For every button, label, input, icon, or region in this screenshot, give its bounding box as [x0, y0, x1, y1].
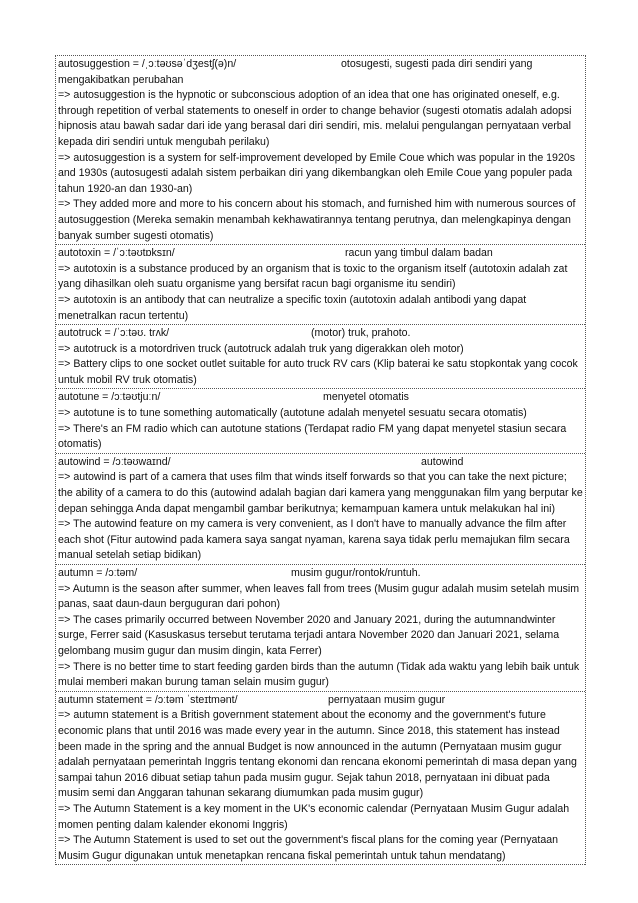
entry-autotoxin: [56, 245, 585, 325]
meaning: pernyataan musim gugur: [328, 693, 446, 706]
meaning: (motor) truk, prahoto.: [311, 327, 411, 340]
entry-autotruck: [56, 325, 585, 389]
example-line: => autotoxin is a substance produced by an organism that is toxic to the organism itself (autotoxin adalah zat yang dihasilkan oleh suatu organisme yang bersifat racun bagi organisme itu sendiri): [58, 262, 568, 291]
headword: autumn statement = /ɔːtəm ˈsteɪtmənt/: [58, 693, 238, 706]
entry-headline: [58, 693, 583, 709]
headword: autosuggestion = /ˌɔːtəʊsəˈdʒestʃ(ə)n/: [58, 58, 237, 70]
example-line: => There's an FM radio which can autotune stations (Terdapat radio FM yang dapat menyetel stasiun secara otomatis): [58, 422, 567, 451]
entry-autumn-statement: [56, 692, 585, 866]
example-line: => Battery clips to one socket outlet suitable for auto truck RV cars (Klip baterai ke satu stopkontak yang cocok untuk mobil RV truk otomatis): [58, 358, 578, 386]
example-line: => There is no better time to start feeding garden birds than the autumn (Tidak ada waktu yang lebih baik untuk mulai memberi makan burung taman selain musim gugur): [58, 660, 580, 689]
entry-autosuggestion: [56, 56, 585, 245]
headword: autotoxin = /ˈɔːtəʊtɒksɪn/: [58, 247, 175, 260]
example-line: => autosuggestion is the hypnotic or subconscious adoption of an idea that one has originated oneself, e.g. through repetition of verbal statements to oneself in order to change behavior (sugesti otomatis adalah adopsi hipnosis atau bawah sadar dari ide yang berasal dari diri sendiri, mis. melalui pengulangan pernyataan verbal kepada diri sendiri untuk mengubah perilaku): [58, 89, 572, 148]
example-line: => They added more and more to his concern about his stomach, and furnished him with numerous sources of autosuggestion (Mereka semakin menambah kekhawatirannya tentang perutnya, dan melengkapinya dengan banyak sumber sugesti otomatis): [58, 198, 576, 242]
example-line: => autosuggestion is a system for self-improvement developed by Emile Coue which was popular in the 1920s and 1930s (autosugesti adalah sistem perbaikan diri yang dikembangkan oleh Emile Coue yang populer pada tahun 1920-an dan 1930-an): [58, 151, 576, 195]
meaning-continuation: mengakibatkan perubahan: [58, 73, 184, 86]
headword: autotune = /ɔːtəʊtjuːn/: [58, 391, 161, 404]
headword: autumn = /ɔːtəm/: [58, 567, 138, 579]
entry-autowind: [56, 454, 585, 565]
meaning: otosugesti, sugesti pada diri sendiri yang: [341, 58, 533, 70]
entry-headline: [58, 326, 583, 342]
meaning: racun yang timbul dalam badan: [345, 247, 493, 260]
example-line: => The cases primarily occurred between November 2020 and January 2021, during the autumnandwinter surge, Ferrer said (Kasuskasus tersebut terutama terjadi antara November 2020 dan Januari 2021, selama gelombang musim gugur dan musim dingin, kata Ferrer): [58, 613, 560, 657]
meaning: menyetel otomatis: [323, 391, 409, 404]
example-line: => autowind is part of a camera that uses film that winds itself forwards so that you can take the next picture; the ability of a camera to do this (autowind adalah bagian dari kamera yang menggunakan film yang berputar ke depan sehingga Anda dapat mengambil gambar berikutnya; kemampuan kamera untuk melakukan hal ini): [58, 471, 583, 515]
entry-headline: [58, 57, 583, 73]
example-line: => autotoxin is an antibody that can neutralize a specific toxin (autotoxin adalah antibodi yang dapat menetralkan racun tertentu): [58, 293, 527, 322]
meaning: autowind: [421, 455, 464, 468]
headword: autowind = /ɔːtəʊwaɪnd/: [58, 455, 171, 468]
example-line: => The Autumn Statement is a key moment in the UK's economic calendar (Pernyataan Musim Gugur adalah momen penting dalam kalender ekonomi Inggris): [58, 802, 570, 831]
example-line: => The autowind feature on my camera is very convenient, as I don't have to manually advance the film after each shot (Fitur autowind pada kamera saya sangat nyaman, karena saya tidak perlu memajukan film secara manual setelah setiap bidikan): [58, 518, 570, 562]
meaning: musim gugur/rontok/runtuh.: [291, 567, 421, 579]
entry-headline: [58, 455, 583, 471]
example-line: => The Autumn Statement is used to set out the government's fiscal plans for the coming year (Pernyataan Musim Gugur digunakan untuk menetapkan rencana fiskal pemerintah untuk tahun mendatang): [58, 834, 559, 862]
example-line: => autotune is to tune something automatically (autotune adalah menyetel sesuatu secara otomatis): [58, 407, 527, 420]
example-line: => autumn statement is a British government statement about the economy and the government's future economic plans that until 2016 was made every year in the autumn. Since 2018, this statement has instead been made in the spring and the annual Budget is now announced in the autumn (Pernyataan musim gugur adalah pernyataan pemerintah Inggris tentang ekonomi dan rencana ekonomi pemerintah di masa depan yang sampai tahun 2016 dibuat setiap tahun pada musim gugur. Sejak tahun 2018, pernyataan ini dibuat pada musim semi dan Anggaran tahunan sekarang diumumkan pada musim gugur): [58, 709, 577, 800]
example-line: => Autumn is the season after summer, when leaves fall from trees (Musim gugur adalah musim setelah musim panas, saat daun-daun berguguran dari pohon): [58, 582, 580, 611]
headword: autotruck = /ˈɔːtəʊ. trʌk/: [58, 327, 170, 340]
entry-headline: [58, 390, 583, 406]
entry-autotune: [56, 389, 585, 453]
dictionary-entries: [55, 55, 586, 865]
entry-headline: [58, 246, 583, 262]
entry-autumn: [56, 565, 585, 692]
example-line: => autotruck is a motordriven truck (autotruck adalah truk yang digerakkan oleh motor): [58, 342, 464, 355]
entry-headline: [58, 566, 583, 582]
